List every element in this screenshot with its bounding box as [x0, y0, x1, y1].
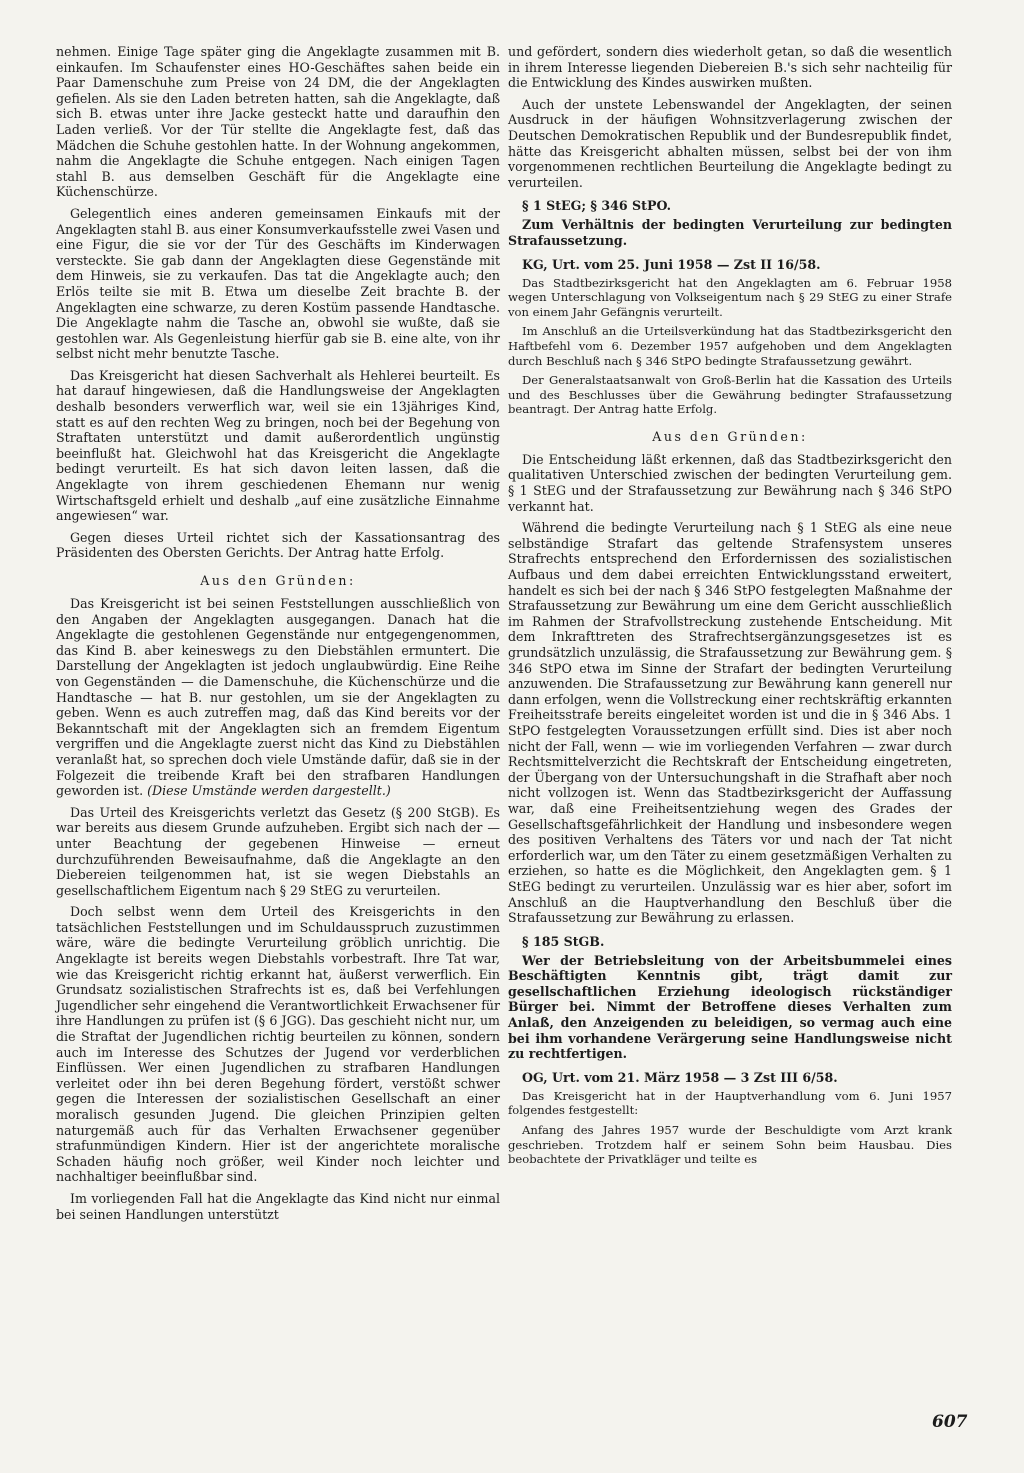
case-headnote: Zum Verhältnis der bedingten Verurteilung zur bedingten Strafaussetzung. — [508, 217, 952, 248]
paragraph: Das Kreisgericht hat in der Hauptverhandlung vom 6. Juni 1957 folgendes festgestellt: — [508, 1088, 952, 1118]
paragraph: Die Entscheidung läßt erkennen, daß das Stadtbezirksgericht den qualitativen Unterschied zwischen der bedingten Verurteilung gem. § 1 StEG und der Strafaussetzung zur Bewährung nach § 346 StPO verkannt hat. — [508, 451, 952, 514]
case-reference: § 185 StGB. — [522, 933, 605, 949]
paragraph: und gefördert, sondern dies wiederholt getan, so daß die wesentlich in ihrem Interesse liegenden Diebereien B.'s sich sehr nachteilig für die Entwicklung des Kindes auswirken mußten. — [508, 44, 952, 91]
paragraph: Gelegentlich eines anderen gemeinsamen Einkaufs mit der Angeklagten stahl B. aus einer Konsumverkaufsstelle zwei Vasen und eine Figur, die sie vor der Tür des Geschäfts im Kinderwagen versteckte. Sie gab dann der Angeklagten diese Gegenstände mit dem Hinweis, sie zu verkaufen. Das tat die Angeklagte auch; den Erlös teilte sie mit B. Etwa um dieselbe Zeit brachte B. der Angeklagten eine schwarze, zu deren Kostüm passende Handtasche. Die Angeklagte nahm die Tasche an, obwohl sie wußte, daß sie gestohlen war. Als Gegenleistung hierfür gab sie B. eine alte, von ihr selbst nicht mehr benutzte Tasche. — [56, 205, 500, 362]
paragraph: Anfang des Jahres 1957 wurde der Beschuldigte vom Arzt krank geschrieben. Trotzdem half er seinem Sohn beim Hausbau. Dies beobachtete der Privatkläger und teilte es — [508, 1123, 952, 1167]
paragraph: Im vorliegenden Fall hat die Angeklagte das Kind nicht nur einmal bei seinen Handlungen unterstützt — [56, 1190, 500, 1222]
paragraph: Auch der unstete Lebenswandel der Angeklagten, der seinen Ausdruck in der häufigen Wohnsitzverlagerung zwischen der Deutschen Demokratischen Republik und der Bundesrepublik findet, hätte das Kreisgericht abhalten müssen, selbst bei der von ihm vorgenommenen rechtlichen Beurteilung die Angeklagte bedingt zu verurteilen. — [508, 96, 952, 190]
paragraph: Das Stadtbezirksgericht hat den Angeklagten am 6. Februar 1958 wegen Unterschlagung von Volkseigentum nach § 29 StEG zu einer Strafe von einem Jahr Gefängnis verurteilt. — [508, 275, 952, 319]
paragraph: Der Generalstaatsanwalt von Groß-Berlin hat die Kassation des Urteils und des Beschlusses über die Gewährung bedingter Strafaussetzung beantragt. Der Antrag hatte Erfolg. — [508, 373, 952, 417]
section-heading: Aus den Gründen: — [200, 573, 356, 588]
case-court-citation: KG, Urt. vom 25. Juni 1958 — Zst II 16/58. — [522, 256, 821, 272]
paragraph: nehmen. Einige Tage später ging die Angeklagte zusammen mit B. einkaufen. Im Schaufenster eines HO-Geschäftes sahen beide ein Paar Damenschuhe zum Preise von 24 DM, die der Angeklagten gefielen. Als sie den Laden betreten hatten, sah die Angeklagte, daß sich B. etwas unter ihre Jacke gesteckt hatte und daraufhin den Laden verließ. Vor der Tür stellte die Angeklagte fest, daß das Mädchen die Schuhe gestohlen hatte. In der Wohnung angekommen, nahm die Angeklagte die Schuhe entgegen. Nach einigen Tagen stahl B. aus demselben Geschäft für die Angeklagte eine Küchenschürze. — [56, 44, 500, 200]
paragraph: Im Anschluß an die Urteilsverkündung hat das Stadtbezirksgericht den Haftbefehl vom 6. Dezember 1957 aufgehoben und dem Angeklagten durch Beschluß nach § 346 StPO bedingte Strafaussetzung gewährt. — [508, 324, 952, 368]
paragraph: Während die bedingte Verurteilung nach § 1 StEG als eine neue selbständige Strafart das geltende Strafensystem unseres Strafrechts entsprechend den Erfordernissen des sozialistischen Aufbaus und dem dabei erreichten Entwicklungsstand erweitert, handelt es sich bei der nach § 346 StPO festgelegten Maßnahme der Strafaussetzung zur Bewährung um eine dem Gericht ausschließlich im Rahmen der Strafvollstreckung zustehende Entscheidung. Mit dem Inkrafttreten des Strafrechtsergänzungsgesetzes ist es grundsätzlich unzulässig, die Strafaussetzung zur Bewährung gem. § 346 StPO etwa im Sinne der Strafart der bedingten Verurteilung anzuwenden. Die Strafaussetzung zur Bewährung kann generell nur dann erfolgen, wenn die Vollstreckung einer rechtskräftig erkannten Freiheitsstrafe bereits eingeleitet worden ist und die in § 346 Abs. 1 StPO festgelegten Voraussetzungen erfüllt sind. Dies ist aber noch nicht der Fall, wenn — wie im vorliegenden Verfahren — zwar durch Rechtsmittelverzicht die Rechtskraft der Entscheidung eingetreten, der Übergang von der Untersuchungshaft in die Strafhaft aber noch nicht vollzogen ist. Wenn das Stadtbezirksgericht der Auffassung war, daß eine Freiheitsentziehung wegen des Grades der Gesellschaftsgefährlichkeit der Handlung und insbesondere wegen des positiven Verhaltens des Täters vor und nach der Tat nicht erforderlich war, um den Täter zu einem gesetzmäßigen Verhalten zu erziehen, so hatte es die Möglichkeit, den Angeklagten gem. § 1 StEG bedingt zu verurteilen. Unzulässig war es hier aber, sofort im Anschluß an die Hauptverhandlung den Beschluß über die Strafaussetzung zur Bewährung zu erlassen. — [508, 520, 953, 926]
paragraph — [56, 596, 500, 799]
paragraph: Das Kreisgericht hat diesen Sachverhalt als Hehlerei beurteilt. Es hat darauf hingewiesen, daß die Handlungsweise der Angeklagten deshalb besonders verwerflich war, weil sie ein 13jähriges Kind, statt es auf den rechten Weg zu bringen, noch bei der Begehung von Straftaten unterstützt und damit außerordentlich ungünstig beeinflußt hat. Gleichwohl hat das Kreisgericht die Angeklagte bedingt verurteilt. Es hat sich davon leiten lassen, daß die Angeklagte von ihrem geschiedenen Ehemann nur wenig Wirtschaftsgeld erhielt und deshalb „auf eine zusätzliche Einnahme angewiesen“ war. — [56, 367, 500, 524]
paragraph: Das Urteil des Kreisgerichts verletzt das Gesetz (§ 200 StGB). Es war bereits aus diesem Grunde aufzuheben. Ergibt sich nach der — unter Beachtung der gegebenen Hinweise — erneut durchzuführenden Beweisaufnahme, daß die Angeklagte an den Diebereien teilgenommen hat, ist sie wegen Diebstahls an gesellschaftlichem Eigentum nach § 29 StEG zu verurteilen. — [56, 804, 500, 898]
right-column — [508, 44, 952, 1172]
left-column — [56, 44, 500, 1228]
paragraph: Gegen dieses Urteil richtet sich der Kassationsantrag des Präsidenten des Obersten Gerichts. Der Antrag hatte Erfolg. — [56, 529, 500, 561]
case-court-citation: OG, Urt. vom 21. März 1958 — 3 Zst III 6/58. — [522, 1069, 838, 1085]
paragraph: Doch selbst wenn dem Urteil des Kreisgerichts in den tatsächlichen Feststellungen und im Schuldausspruch zuzustimmen wäre, wäre die bedingte Verurteilung gröblich unrichtig. Die Angeklagte ist bereits wegen Diebstahls vorbestraft. Ihre Tat war, wie das Kreisgericht richtig erkannt hat, äußerst verwerflich. Ein Grundsatz sozialistischen Strafrechts ist es, daß bei Verfehlungen Jugendlicher sehr eingehend die Verantwortlichkeit Erwachsener für ihre Handlungen zu prüfen ist (§ 6 JGG). Das geschieht nicht nur, um die Straftat der Jugendlichen richtig beurteilen zu können, sondern auch im Interesse des Schutzes der Jugend vor verderblichen Einflüssen. Wer einen Jugendlichen zu strafbaren Handlungen verleitet oder ihn bei deren Begehung fördert, verstößt schwer gegen die Interessen der sozialistischen Gesellschaft an einer moralisch gesunden Jugend. Die gleichen Prinzipien gelten naturgemäß auch für das Verhalten Erwachsener gegenüber strafunmündigen Kindern. Hier ist der angerichtete moralische Schaden häufig noch größer, weil Kinder noch leichter und nachhaltiger beeinflußbar sind. — [56, 904, 500, 1185]
page-number: 607 — [932, 1412, 968, 1432]
case-reference: § 1 StEG; § 346 StPO. — [522, 198, 672, 214]
case-headnote: Wer der Betriebsleitung von der Arbeitsbummelei eines Beschäftigten Kenntnis gibt, trägt damit zur gesellschaftlichen Erziehung ideologisch rückständiger Bürger bei. Nimmt der Betroffene dieses Verhalten zum Anlaß, den Anzeigenden zu beleidigen, so vermag auch eine bei ihm vorhandene Verärgerung seine Handlungsweise nicht zu rechtfertigen. — [508, 952, 952, 1062]
section-heading: Aus den Gründen: — [652, 428, 808, 444]
paragraph-text: Das Kreisgericht ist bei seinen Feststellungen ausschließlich von den Angaben der Angeklagten ausgegangen. Danach hat die Angeklagte die gestohlenen Gegenstände nur entgegengenommen, das Kind B. aber keineswegs zu den Diebstählen ermuntert. Die Darstellung der Angeklagten ist jedoch unglaubwürdig. Eine Reihe von Gegenständen — die Damenschuhe, die Küchenschürze und die Handtasche — hat B. nur gestohlen, um sie der Angeklagten zu geben. Wenn es auch zutreffen mag, daß das Kind bereits vor der Bekanntschaft mit der Angeklagten sich an fremdem Eigentum vergriffen und die Angeklagte zuerst nicht das Kind zu Diebstählen veranlaßt hat, so sprechen doch viele Umstände dafür, daß sie in der Folgezeit die treibende Kraft bei den strafbaren Handlungen geworden ist. — [56, 596, 500, 799]
editorial-note: (Diese Umstände werden dargestellt.) — [147, 783, 391, 799]
